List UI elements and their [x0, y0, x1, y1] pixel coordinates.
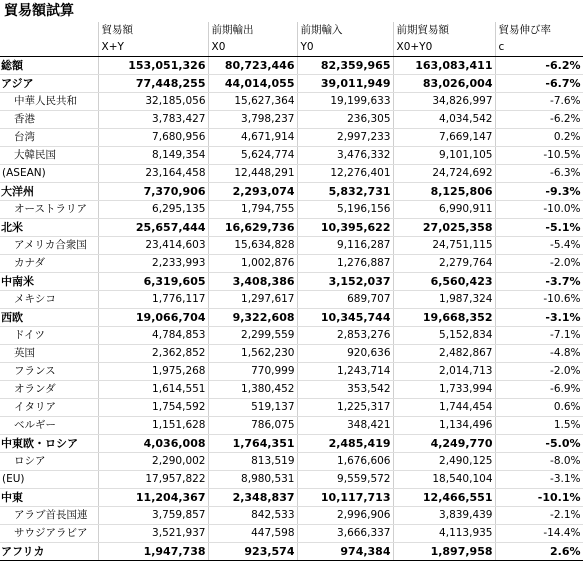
cell-region[interactable]: 中南米 — [0, 273, 98, 291]
cell-prev-trade-value[interactable]: 1,733,994 — [393, 381, 495, 399]
cell-region[interactable]: アラブ首長国連 — [0, 507, 98, 525]
cell-prev-import[interactable]: 5,832,731 — [297, 183, 393, 201]
cell-region[interactable]: (ASEAN) — [0, 165, 98, 183]
cell-prev-import[interactable]: 1,676,606 — [297, 453, 393, 471]
cell-prev-import[interactable]: 1,243,714 — [297, 363, 393, 381]
cell-prev-export[interactable]: 813,519 — [208, 453, 297, 471]
cell-prev-trade-value[interactable]: 24,751,115 — [393, 237, 495, 255]
sheet-title: 貿易額試算 — [4, 3, 74, 19]
cell-region[interactable]: フランス — [0, 363, 98, 381]
cell-growth-rate[interactable]: -4.8% — [495, 345, 583, 363]
cell-region[interactable]: オーストラリア — [0, 201, 98, 219]
cell-trade-value[interactable]: 1,754,592 — [98, 399, 208, 417]
table-row — [0, 435, 583, 453]
cell-trade-value[interactable]: 1,151,628 — [98, 417, 208, 435]
cell-trade-value[interactable]: 4,036,008 — [98, 435, 208, 453]
cell-prev-trade-value[interactable]: 4,034,542 — [393, 111, 495, 129]
cell-prev-export[interactable]: 12,448,291 — [208, 165, 297, 183]
cell-prev-import[interactable]: 920,636 — [297, 345, 393, 363]
cell-trade-value[interactable]: 32,185,056 — [98, 93, 208, 111]
cell-trade-value[interactable]: 19,066,704 — [98, 309, 208, 327]
cell-prev-export[interactable]: 1,794,755 — [208, 201, 297, 219]
cell-prev-trade-value[interactable]: 2,014,713 — [393, 363, 495, 381]
cell-growth-rate[interactable]: -5.1% — [495, 219, 583, 237]
header-cell-trade-value[interactable]: 貿易額 — [98, 22, 208, 39]
cell-region[interactable]: 英国 — [0, 345, 98, 363]
cell-prev-trade-value[interactable]: 2,279,764 — [393, 255, 495, 273]
cell-prev-import[interactable]: 1,276,887 — [297, 255, 393, 273]
cell-prev-import[interactable]: 12,276,401 — [297, 165, 393, 183]
cell-trade-value[interactable]: 1,975,268 — [98, 363, 208, 381]
table-row — [0, 327, 583, 345]
cell-prev-trade-value[interactable]: 24,724,692 — [393, 165, 495, 183]
header-cell-prev-export[interactable]: 前期輸出 — [208, 22, 297, 39]
cell-prev-import[interactable]: 10,345,744 — [297, 309, 393, 327]
cell-region[interactable]: 中華人民共和 — [0, 93, 98, 111]
cell-prev-import[interactable]: 10,117,713 — [297, 489, 393, 507]
trade-table-body — [0, 22, 583, 561]
cell-prev-export[interactable]: 2,348,837 — [208, 489, 297, 507]
cell-prev-import[interactable]: 5,196,156 — [297, 201, 393, 219]
header-cell-growth-rate[interactable]: c — [495, 39, 583, 57]
cell-growth-rate[interactable]: -6.2% — [495, 57, 583, 75]
table-row — [0, 507, 583, 525]
cell-trade-value[interactable]: 11,204,367 — [98, 489, 208, 507]
cell-region[interactable]: アジア — [0, 75, 98, 93]
table-row — [0, 309, 583, 327]
cell-growth-rate[interactable]: 0.2% — [495, 129, 583, 147]
cell-growth-rate[interactable]: -2.0% — [495, 255, 583, 273]
cell-region[interactable]: 北米 — [0, 219, 98, 237]
cell-prev-trade-value[interactable]: 1,987,324 — [393, 291, 495, 309]
trade-table — [0, 22, 583, 561]
cell-prev-import[interactable]: 39,011,949 — [297, 75, 393, 93]
table-row — [0, 57, 583, 75]
cell-trade-value[interactable]: 3,783,427 — [98, 111, 208, 129]
table-row — [0, 147, 583, 165]
cell-prev-export[interactable]: 2,299,559 — [208, 327, 297, 345]
cell-prev-import[interactable]: 3,476,332 — [297, 147, 393, 165]
cell-region[interactable]: オランダ — [0, 381, 98, 399]
cell-prev-import[interactable]: 2,996,906 — [297, 507, 393, 525]
cell-growth-rate[interactable]: -7.1% — [495, 327, 583, 345]
cell-prev-export[interactable]: 1,002,876 — [208, 255, 297, 273]
cell-prev-trade-value[interactable]: 1,744,454 — [393, 399, 495, 417]
cell-prev-export[interactable]: 842,533 — [208, 507, 297, 525]
cell-growth-rate[interactable]: -5.4% — [495, 237, 583, 255]
cell-trade-value[interactable]: 3,521,937 — [98, 525, 208, 543]
cell-prev-import[interactable]: 1,225,317 — [297, 399, 393, 417]
table-row — [0, 417, 583, 435]
cell-prev-trade-value[interactable]: 8,125,806 — [393, 183, 495, 201]
cell-prev-export[interactable]: 923,574 — [208, 543, 297, 561]
table-row — [0, 543, 583, 561]
cell-prev-import[interactable]: 9,559,572 — [297, 471, 393, 489]
cell-region[interactable]: アフリカ — [0, 543, 98, 561]
cell-growth-rate[interactable]: 1.5% — [495, 417, 583, 435]
cell-prev-trade-value[interactable]: 1,897,958 — [393, 543, 495, 561]
cell-prev-export[interactable]: 447,598 — [208, 525, 297, 543]
cell-growth-rate[interactable]: -6.2% — [495, 111, 583, 129]
table-row — [0, 471, 583, 489]
table-row — [0, 165, 583, 183]
cell-prev-trade-value[interactable]: 1,134,496 — [393, 417, 495, 435]
cell-prev-export[interactable]: 1,764,351 — [208, 435, 297, 453]
table-row — [0, 399, 583, 417]
cell-growth-rate[interactable]: -10.0% — [495, 201, 583, 219]
cell-trade-value[interactable]: 7,370,906 — [98, 183, 208, 201]
cell-prev-trade-value[interactable]: 7,669,147 — [393, 129, 495, 147]
cell-trade-value[interactable]: 25,657,444 — [98, 219, 208, 237]
cell-trade-value[interactable]: 77,448,255 — [98, 75, 208, 93]
cell-prev-export[interactable]: 770,999 — [208, 363, 297, 381]
cell-prev-export[interactable]: 3,798,237 — [208, 111, 297, 129]
cell-region[interactable]: ベルギー — [0, 417, 98, 435]
cell-prev-export[interactable]: 3,408,386 — [208, 273, 297, 291]
table-row — [0, 201, 583, 219]
cell-prev-trade-value[interactable]: 2,490,125 — [393, 453, 495, 471]
cell-growth-rate[interactable]: -10.6% — [495, 291, 583, 309]
cell-prev-trade-value[interactable]: 83,026,004 — [393, 75, 495, 93]
table-row — [0, 345, 583, 363]
cell-prev-trade-value[interactable]: 9,101,105 — [393, 147, 495, 165]
cell-trade-value[interactable]: 1,776,117 — [98, 291, 208, 309]
cell-prev-export[interactable]: 1,380,452 — [208, 381, 297, 399]
cell-prev-import[interactable]: 974,384 — [297, 543, 393, 561]
cell-trade-value[interactable]: 23,164,458 — [98, 165, 208, 183]
cell-prev-trade-value[interactable]: 5,152,834 — [393, 327, 495, 345]
table-row — [0, 75, 583, 93]
cell-region[interactable]: イタリア — [0, 399, 98, 417]
cell-region[interactable]: アメリカ合衆国 — [0, 237, 98, 255]
cell-prev-trade-value[interactable]: 3,839,439 — [393, 507, 495, 525]
cell-prev-import[interactable]: 353,542 — [297, 381, 393, 399]
cell-growth-rate[interactable]: -2.0% — [495, 363, 583, 381]
cell-prev-trade-value[interactable]: 4,249,770 — [393, 435, 495, 453]
cell-growth-rate[interactable]: -6.9% — [495, 381, 583, 399]
cell-prev-export[interactable]: 5,624,774 — [208, 147, 297, 165]
header-row — [0, 39, 583, 57]
header-cell-prev-import[interactable]: Y0 — [297, 39, 393, 57]
cell-region[interactable]: 中東欧・ロシア — [0, 435, 98, 453]
header-cell-growth-rate[interactable]: 貿易伸び率 — [495, 22, 583, 39]
cell-growth-rate[interactable]: -6.7% — [495, 75, 583, 93]
cell-trade-value[interactable]: 8,149,354 — [98, 147, 208, 165]
cell-prev-trade-value[interactable]: 12,466,551 — [393, 489, 495, 507]
cell-prev-export[interactable]: 9,322,608 — [208, 309, 297, 327]
cell-prev-trade-value[interactable]: 4,113,935 — [393, 525, 495, 543]
cell-growth-rate[interactable]: -8.0% — [495, 453, 583, 471]
cell-region[interactable]: 西欧 — [0, 309, 98, 327]
cell-prev-trade-value[interactable]: 163,083,411 — [393, 57, 495, 75]
cell-prev-trade-value[interactable]: 34,826,997 — [393, 93, 495, 111]
cell-prev-export[interactable]: 80,723,446 — [208, 57, 297, 75]
cell-prev-trade-value[interactable]: 27,025,358 — [393, 219, 495, 237]
cell-prev-trade-value[interactable]: 2,482,867 — [393, 345, 495, 363]
table-row — [0, 93, 583, 111]
cell-trade-value[interactable]: 2,290,002 — [98, 453, 208, 471]
cell-growth-rate[interactable]: -2.1% — [495, 507, 583, 525]
cell-growth-rate[interactable]: -9.3% — [495, 183, 583, 201]
cell-trade-value[interactable]: 4,784,853 — [98, 327, 208, 345]
table-row — [0, 219, 583, 237]
cell-region[interactable]: 台湾 — [0, 129, 98, 147]
cell-trade-value[interactable]: 6,295,135 — [98, 201, 208, 219]
cell-trade-value[interactable]: 1,614,551 — [98, 381, 208, 399]
table-row — [0, 453, 583, 471]
cell-prev-import[interactable]: 19,199,633 — [297, 93, 393, 111]
cell-prev-import[interactable]: 236,305 — [297, 111, 393, 129]
cell-prev-export[interactable]: 15,634,828 — [208, 237, 297, 255]
cell-growth-rate[interactable]: -3.7% — [495, 273, 583, 291]
cell-region[interactable]: メキシコ — [0, 291, 98, 309]
cell-prev-import[interactable]: 689,707 — [297, 291, 393, 309]
table-row — [0, 255, 583, 273]
cell-prev-export[interactable]: 1,297,617 — [208, 291, 297, 309]
table-row — [0, 237, 583, 255]
table-row — [0, 129, 583, 147]
cell-growth-rate[interactable]: -14.4% — [495, 525, 583, 543]
cell-trade-value[interactable]: 17,957,822 — [98, 471, 208, 489]
cell-prev-import[interactable]: 3,666,337 — [297, 525, 393, 543]
cell-region[interactable]: ドイツ — [0, 327, 98, 345]
header-row — [0, 22, 583, 39]
cell-growth-rate[interactable]: -7.6% — [495, 93, 583, 111]
table-row — [0, 291, 583, 309]
header-cell-region[interactable] — [0, 22, 98, 39]
cell-prev-import[interactable]: 9,116,287 — [297, 237, 393, 255]
header-cell-region[interactable] — [0, 39, 98, 57]
table-row — [0, 381, 583, 399]
cell-growth-rate[interactable]: -10.5% — [495, 147, 583, 165]
cell-prev-trade-value[interactable]: 19,668,352 — [393, 309, 495, 327]
cell-prev-export[interactable]: 1,562,230 — [208, 345, 297, 363]
cell-prev-export[interactable]: 15,627,364 — [208, 93, 297, 111]
cell-region[interactable]: 中東 — [0, 489, 98, 507]
cell-trade-value[interactable]: 6,319,605 — [98, 273, 208, 291]
cell-region[interactable]: (EU) — [0, 471, 98, 489]
table-row — [0, 111, 583, 129]
cell-trade-value[interactable]: 153,051,326 — [98, 57, 208, 75]
cell-region[interactable]: 大韓民国 — [0, 147, 98, 165]
header-cell-prev-trade-value[interactable]: X0+Y0 — [393, 39, 495, 57]
table-row — [0, 363, 583, 381]
cell-growth-rate[interactable]: -5.0% — [495, 435, 583, 453]
cell-region[interactable]: サウジアラビア — [0, 525, 98, 543]
cell-trade-value[interactable]: 2,233,993 — [98, 255, 208, 273]
cell-trade-value[interactable]: 7,680,956 — [98, 129, 208, 147]
table-row — [0, 273, 583, 291]
cell-prev-export[interactable]: 4,671,914 — [208, 129, 297, 147]
table-row — [0, 489, 583, 507]
cell-prev-import[interactable]: 3,152,037 — [297, 273, 393, 291]
cell-prev-trade-value[interactable]: 6,990,911 — [393, 201, 495, 219]
cell-region[interactable]: ロシア — [0, 453, 98, 471]
cell-prev-export[interactable]: 16,629,736 — [208, 219, 297, 237]
header-cell-prev-export[interactable]: X0 — [208, 39, 297, 57]
header-cell-trade-value[interactable]: X+Y — [98, 39, 208, 57]
cell-growth-rate[interactable]: 0.6% — [495, 399, 583, 417]
cell-growth-rate[interactable]: -3.1% — [495, 471, 583, 489]
cell-prev-import[interactable]: 348,421 — [297, 417, 393, 435]
cell-prev-export[interactable]: 519,137 — [208, 399, 297, 417]
cell-region[interactable]: カナダ — [0, 255, 98, 273]
cell-trade-value[interactable]: 3,759,857 — [98, 507, 208, 525]
cell-prev-export[interactable]: 44,014,055 — [208, 75, 297, 93]
cell-trade-value[interactable]: 23,414,603 — [98, 237, 208, 255]
cell-growth-rate[interactable]: -6.3% — [495, 165, 583, 183]
cell-prev-import[interactable]: 82,359,965 — [297, 57, 393, 75]
cell-region[interactable]: 大洋州 — [0, 183, 98, 201]
cell-prev-import[interactable]: 2,997,233 — [297, 129, 393, 147]
cell-prev-import[interactable]: 10,395,622 — [297, 219, 393, 237]
cell-growth-rate[interactable]: 2.6% — [495, 543, 583, 561]
header-cell-prev-trade-value[interactable]: 前期貿易額 — [393, 22, 495, 39]
cell-region[interactable]: 香港 — [0, 111, 98, 129]
cell-trade-value[interactable]: 1,947,738 — [98, 543, 208, 561]
cell-prev-trade-value[interactable]: 6,560,423 — [393, 273, 495, 291]
table-row — [0, 525, 583, 543]
cell-prev-import[interactable]: 2,485,419 — [297, 435, 393, 453]
cell-trade-value[interactable]: 2,362,852 — [98, 345, 208, 363]
cell-prev-export[interactable]: 786,075 — [208, 417, 297, 435]
cell-prev-trade-value[interactable]: 18,540,104 — [393, 471, 495, 489]
cell-growth-rate[interactable]: -10.1% — [495, 489, 583, 507]
cell-prev-import[interactable]: 2,853,276 — [297, 327, 393, 345]
cell-prev-export[interactable]: 8,980,531 — [208, 471, 297, 489]
cell-growth-rate[interactable]: -3.1% — [495, 309, 583, 327]
cell-region[interactable]: 総額 — [0, 57, 98, 75]
table-row — [0, 183, 583, 201]
header-cell-prev-import[interactable]: 前期輸入 — [297, 22, 393, 39]
cell-prev-export[interactable]: 2,293,074 — [208, 183, 297, 201]
